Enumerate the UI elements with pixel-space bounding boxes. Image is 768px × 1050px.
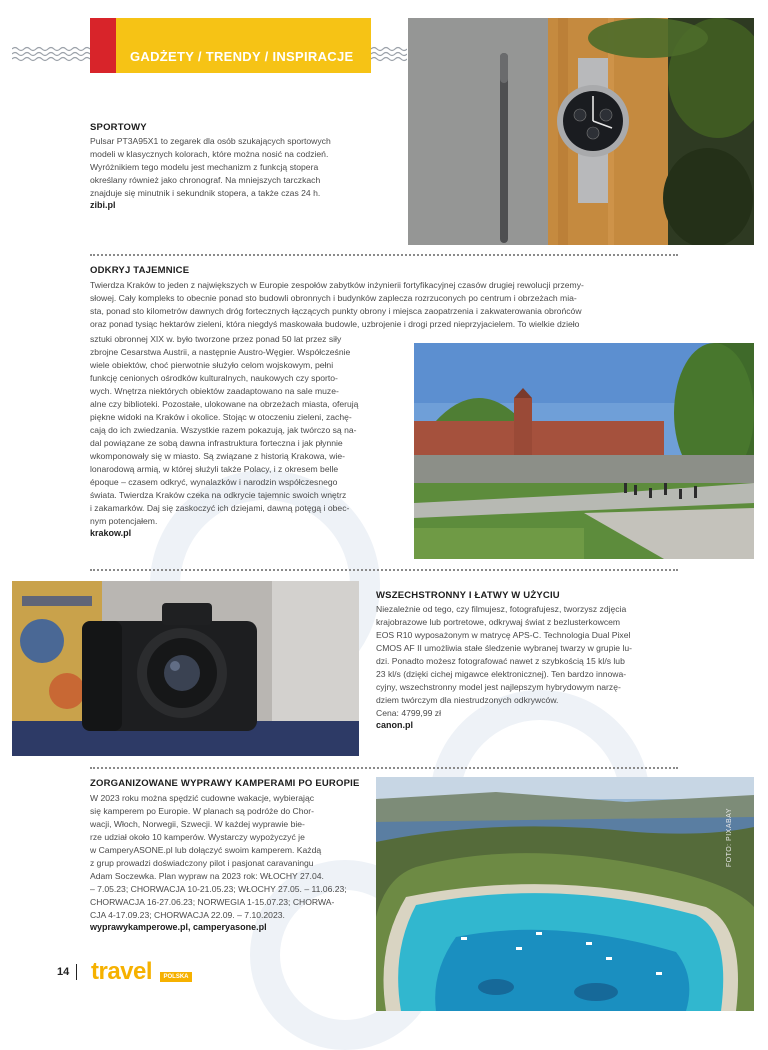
text-line: piękne widoki na Kraków i okolice. Stojąc w otoczeniu zieleni, zachę-	[90, 412, 352, 422]
article-heading: ZORGANIZOWANE WYPRAWY KAMPERAMI PO EUROPIE	[90, 778, 360, 789]
text-line: z grup prowadzi doświadczony pilot i pasjonat caravaningu	[90, 858, 314, 868]
text-line: i zakamarków. Daj się zaskoczyć ich dziejami, dawną potęgą i obec-	[90, 503, 350, 513]
article-heading: WSZECHSTRONNY I ŁATWY W UŻYCIU	[376, 590, 560, 601]
text-line: cyjny, wszechstronny model jest najlepszym hybrydowym narzę-	[376, 682, 621, 692]
text-line: w CamperyASONE.pl lub dołączyć swoim kamperem. Każdą	[90, 845, 322, 855]
text-line: lonarodową armią, w której służyli także Polacy, i z okresem belle	[90, 464, 339, 474]
text-line: alne czy biblioteki. Pozostałe, ulokowane na obrzeżach miasta, oferują	[90, 399, 359, 409]
text-line: oraz ponad tysiąc hektarów zieleni, która niegdyś maskowała budowle, uzbrojenie i drogi przed nieprzyjacielem. To wielkie dzieło	[90, 319, 580, 329]
article-heading: SPORTOWY	[90, 122, 147, 133]
article-body	[90, 135, 390, 210]
text-line: modeli w klasycznych kolorach, które można nosić na codzień.	[90, 149, 329, 159]
text-line: znajduje się minutnik i sekundnik stopera, a także czas 24 h.	[90, 188, 321, 198]
dotted-divider	[90, 767, 678, 769]
photo-credit: FOTO: PIXABAY	[726, 808, 733, 868]
source-link[interactable]: zibi.pl	[90, 200, 116, 210]
text-line: époque – czasem odkryć, wynalazków i narodzin współczesnego	[90, 477, 338, 487]
fortress-photo	[414, 343, 754, 559]
footer-separator	[76, 964, 77, 980]
section-header	[116, 18, 371, 73]
source-link[interactable]: wyprawykamperowe.pl, camperyasone.pl	[90, 922, 267, 932]
article-body-narrow	[90, 333, 408, 538]
text-line: CJA 4-17.09.23; CHORWACJA 22.09. – 7.10.2023.	[90, 910, 285, 920]
text-line: sztuki obronnej XIX w. było tworzone przez ponad 50 lat przez siły	[90, 334, 342, 344]
text-line: słowej. Cały kompleks to obecnie ponad sto budowli obronnych i budynków zaplecza rozrzuconych po centrum i obrzeżach mia-	[90, 293, 577, 303]
text-line: funkcję cenionych ośrodków kulturalnych, naukowych czy sporto-	[90, 373, 338, 383]
source-link[interactable]: krakow.pl	[90, 528, 132, 538]
text-line: CMOS AF II umożliwia stałe śledzenie wybranej twarzy w grupie lu-	[376, 643, 632, 653]
text-line: 23 kl/s (dzięki cichej migawce elektronicznej). Ten bardzo innowa-	[376, 669, 627, 679]
header-red-block	[90, 18, 116, 73]
text-line: wacji, Włoch, Norwegii, Szwecji. W każdej wyprawie bie-	[90, 819, 305, 829]
text-line: dzi. Ponadto możesz fotografować nawet z szybkością 15 kl/s lub	[376, 656, 625, 666]
text-line: cają do ich zwiedzania. Wszystkie razem pokazują, jak twórczo są na-	[90, 425, 357, 435]
text-line: W 2023 roku można spędzić cudowne wakacje, wybierając	[90, 793, 315, 803]
wave-decoration-right	[371, 45, 407, 63]
article-body	[90, 279, 690, 331]
text-line: Twierdza Kraków to jeden z największych w Europie zespołów zabytków inżynierii fortyfikacyjnej czasów drugiej rewolucji przemy-	[90, 280, 584, 290]
travel-logo-tag: POLSKA	[160, 972, 192, 982]
text-line: CHORWACJA 16-27.06.23; NORWEGIA 1-15.07.23; CHORWA-	[90, 897, 335, 907]
bay-photo	[376, 777, 754, 1011]
text-line: Niezależnie od tego, czy filmujesz, fotografujesz, tworzysz zdjęcia	[376, 604, 627, 614]
article-heading: ODKRYJ TAJEMNICE	[90, 265, 190, 276]
source-link[interactable]: canon.pl	[376, 720, 414, 730]
text-line: nym potencjałem.	[90, 516, 158, 526]
wave-decoration-left	[12, 45, 90, 63]
text-line: krajobrazowe lub portretowe, odkrywaj świat z bezlusterkowcem	[376, 617, 621, 627]
text-line: wiele obiektów, choć pierwotnie służyło celom wojskowym, pełni	[90, 360, 334, 370]
text-line: Pulsar PT3A95X1 to zegarek dla osób szukających sportowych	[90, 136, 331, 146]
text-line: EOS R10 wyposażonym w matrycę APS-C. Technologia Dual Pixel	[376, 630, 631, 640]
text-line: – 7.05.23; CHORWACJA 10-21.05.23; WŁOCHY 27.05. – 11.06.23;	[90, 884, 347, 894]
travel-logo: travel	[91, 958, 153, 985]
text-line: Adam Soczewka. Plan wypraw na 2023 rok: WŁOCHY 27.04.	[90, 871, 324, 881]
section-title: GADŻETY / TRENDY / INSPIRACJE	[130, 49, 354, 64]
text-line: wkomponowały się w miasto. Są związane z historią Krakowa, wie-	[90, 451, 346, 461]
article-body	[90, 792, 372, 932]
text-line: zbrojne Cesarstwa Austrii, a następnie Austro-Węgier. Współcześnie	[90, 347, 351, 357]
article-body	[376, 603, 686, 730]
text-line: dal powiązane ze sobą dawna infrastruktura forteczna i jak płynnie	[90, 438, 343, 448]
text-line: określany również jako chronograf. Na mniejszych tarczkach	[90, 175, 321, 185]
watch-photo	[408, 18, 754, 245]
text-line: wych. Wnętrza niektórych obiektów zaadaptowano na sale muze-	[90, 386, 339, 396]
text-line: świata. Twierdza Kraków czeka na odkrycie tajemnic swoich wnętrz	[90, 490, 347, 500]
dotted-divider	[90, 254, 678, 256]
text-line: dziem twórczym dla niestrudzonych odkrywców.	[376, 695, 559, 705]
text-line: rze udział około 10 kamperów. Wystarczy wypożyczyć je	[90, 832, 305, 842]
text-line: sta, ponad sto kilometrów dawnych dróg fortecznych łączących punkty obrony i miejsca zaopatrzenia i zakwaterowania obrońców	[90, 306, 582, 316]
page-number: 14	[57, 966, 70, 978]
text-line: Wyróżnikiem tego modelu jest mechanizm z funkcją stopera	[90, 162, 319, 172]
price-line: Cena: 4799,99 zł	[376, 708, 441, 718]
camera-photo	[12, 581, 359, 756]
text-line: się kamperem po Europie. W planach są podróże do Chor-	[90, 806, 315, 816]
dotted-divider	[90, 569, 678, 571]
